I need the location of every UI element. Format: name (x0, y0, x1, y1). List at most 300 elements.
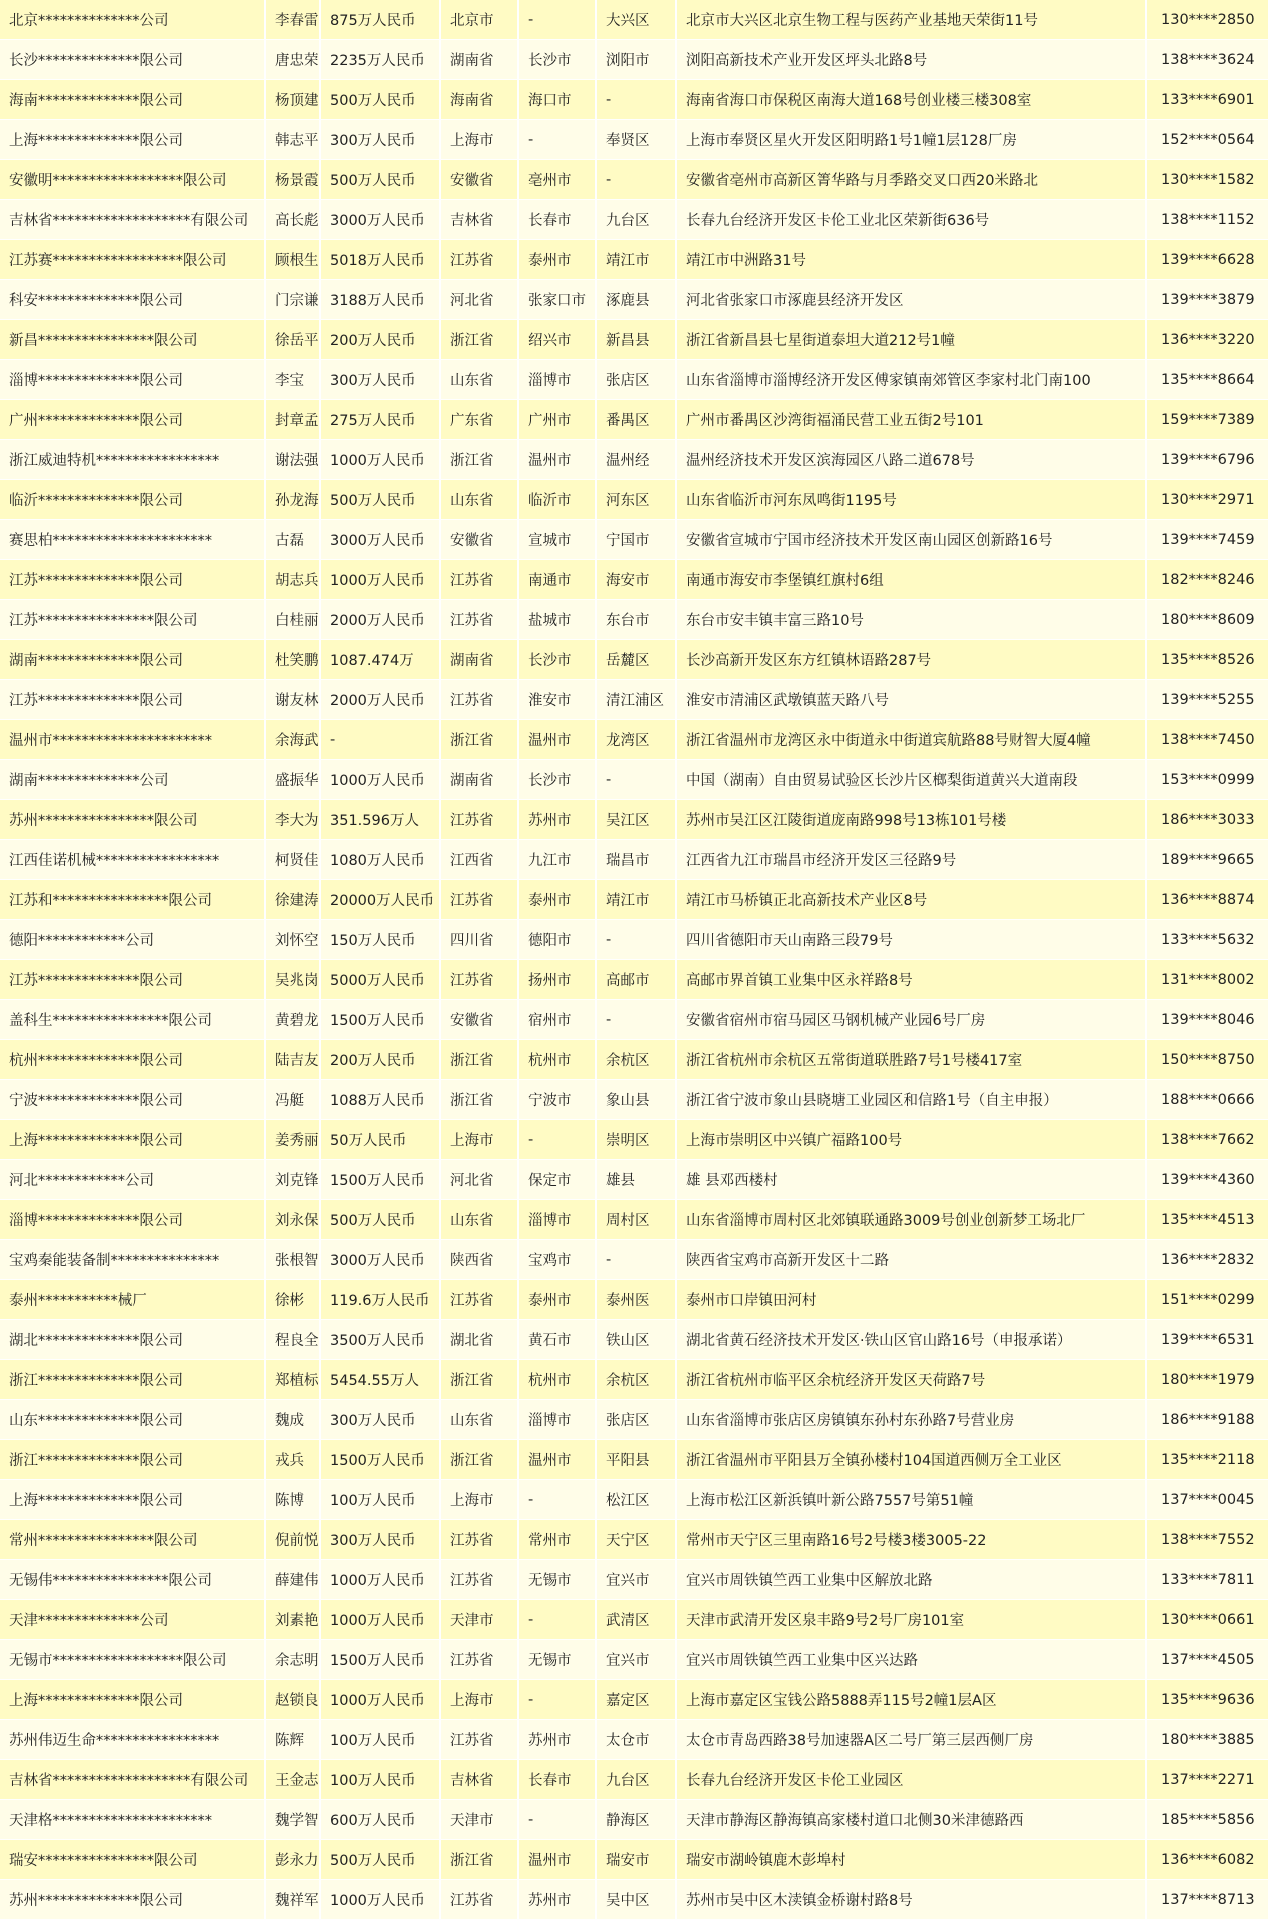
province-cell: 浙江省 (441, 440, 519, 480)
company-cell: 江苏**************限公司 (0, 680, 266, 720)
city-cell: - (519, 1480, 597, 1520)
city-cell: 杭州市 (519, 1360, 597, 1400)
district-cell: - (597, 920, 677, 960)
city-cell: 温州市 (519, 440, 597, 480)
capital-cell: 3188万人民币 (321, 280, 441, 320)
phone-cell: 159****7389 (1147, 400, 1270, 440)
district-cell: 宁国市 (597, 520, 677, 560)
province-cell: 浙江省 (441, 720, 519, 760)
phone-cell: 130****2850 (1147, 0, 1270, 40)
address-cell: 常州市天宁区三里南路16号2号楼3楼3005-22 (677, 1520, 1147, 1560)
contact-cell: 余志明 (266, 1640, 321, 1680)
contact-cell: 徐建涛 (266, 880, 321, 920)
table-row (0, 320, 1270, 360)
contact-cell: 倪前悦 (266, 1520, 321, 1560)
table-row (0, 1160, 1270, 1200)
phone-cell: 180****3885 (1147, 1720, 1270, 1760)
phone-cell: 139****6531 (1147, 1320, 1270, 1360)
address-cell: 浙江省温州市龙湾区永中街道永中街道宾航路88号财智大厦4幢 (677, 720, 1147, 760)
capital-cell: 1088万人民币 (321, 1080, 441, 1120)
address-cell: 靖江市中洲路31号 (677, 240, 1147, 280)
address-cell: 雄 县邓西楼村 (677, 1160, 1147, 1200)
company-cell: 安徽明******************限公司 (0, 160, 266, 200)
province-cell: 浙江省 (441, 1440, 519, 1480)
province-cell: 山东省 (441, 480, 519, 520)
contact-cell: 姜秀丽 (266, 1120, 321, 1160)
province-cell: 山东省 (441, 1200, 519, 1240)
address-cell: 浙江省温州市平阳县万全镇孙楼村104国道西侧万全工业区 (677, 1440, 1147, 1480)
capital-cell: 1080万人民币 (321, 840, 441, 880)
address-cell: 南通市海安市李堡镇红旗村6组 (677, 560, 1147, 600)
phone-cell: 138****7662 (1147, 1120, 1270, 1160)
province-cell: 浙江省 (441, 1040, 519, 1080)
district-cell: 靖江市 (597, 240, 677, 280)
capital-cell: 1000万人民币 (321, 760, 441, 800)
table-row (0, 1360, 1270, 1400)
table-row (0, 120, 1270, 160)
district-cell: 番禺区 (597, 400, 677, 440)
company-cell: 赛思柏********************** (0, 520, 266, 560)
district-cell: 余杭区 (597, 1040, 677, 1080)
contact-cell: 魏学智 (266, 1800, 321, 1840)
city-cell: - (519, 120, 597, 160)
contact-cell: 余海武 (266, 720, 321, 760)
contact-cell: 徐岳平 (266, 320, 321, 360)
address-cell: 长春九台经济开发区卡伦工业北区荣新街636号 (677, 200, 1147, 240)
capital-cell: 3500万人民币 (321, 1320, 441, 1360)
phone-cell: 130****1582 (1147, 160, 1270, 200)
district-cell: 河东区 (597, 480, 677, 520)
contact-cell: 高长彪 (266, 200, 321, 240)
city-cell: 常州市 (519, 1520, 597, 1560)
phone-cell: 133****6901 (1147, 80, 1270, 120)
province-cell: 江苏省 (441, 1880, 519, 1920)
city-cell: 广州市 (519, 400, 597, 440)
table-row (0, 40, 1270, 80)
phone-cell: 150****8750 (1147, 1040, 1270, 1080)
city-cell: - (519, 1600, 597, 1640)
company-cell: 北京**************公司 (0, 0, 266, 40)
company-cell: 无锡伟****************限公司 (0, 1560, 266, 1600)
city-cell: 泰州市 (519, 1280, 597, 1320)
province-cell: 上海市 (441, 120, 519, 160)
capital-cell: 1000万人民币 (321, 1560, 441, 1600)
contact-cell: 谢友林 (266, 680, 321, 720)
phone-cell: 130****2971 (1147, 480, 1270, 520)
contact-cell: 顾根生 (266, 240, 321, 280)
contact-cell: 刘克锋 (266, 1160, 321, 1200)
city-cell: 温州市 (519, 720, 597, 760)
capital-cell: 3000万人民币 (321, 1240, 441, 1280)
contact-cell: 胡志兵 (266, 560, 321, 600)
district-cell: 海安市 (597, 560, 677, 600)
capital-cell: 300万人民币 (321, 1400, 441, 1440)
district-cell: 奉贤区 (597, 120, 677, 160)
province-cell: 安徽省 (441, 520, 519, 560)
company-cell: 河北************公司 (0, 1160, 266, 1200)
capital-cell: 3000万人民币 (321, 200, 441, 240)
address-cell: 浏阳高新技术产业开发区坪头北路8号 (677, 40, 1147, 80)
city-cell: - (519, 1120, 597, 1160)
province-cell: 上海市 (441, 1680, 519, 1720)
address-cell: 上海市奉贤区星火开发区阳明路1号1幢1层128厂房 (677, 120, 1147, 160)
capital-cell: 3000万人民币 (321, 520, 441, 560)
province-cell: 广东省 (441, 400, 519, 440)
phone-cell: 138****1152 (1147, 200, 1270, 240)
province-cell: 海南省 (441, 80, 519, 120)
table-row (0, 560, 1270, 600)
address-cell: 广州市番禺区沙湾街福涌民营工业五街2号101 (677, 400, 1147, 440)
capital-cell: 5454.55万人 (321, 1360, 441, 1400)
city-cell: 淄博市 (519, 360, 597, 400)
city-cell: 临沂市 (519, 480, 597, 520)
district-cell: 宜兴市 (597, 1640, 677, 1680)
district-cell: 新昌县 (597, 320, 677, 360)
capital-cell: 500万人民币 (321, 1840, 441, 1880)
capital-cell: 100万人民币 (321, 1480, 441, 1520)
contact-cell: 谢法强 (266, 440, 321, 480)
company-cell: 常州****************限公司 (0, 1520, 266, 1560)
company-cell: 淄博**************限公司 (0, 360, 266, 400)
city-cell: 温州市 (519, 1440, 597, 1480)
district-cell: 清江浦区 (597, 680, 677, 720)
contact-cell: 刘怀空 (266, 920, 321, 960)
address-cell: 浙江省宁波市象山县晓塘工业园区和信路1号（自主申报） (677, 1080, 1147, 1120)
capital-cell: 200万人民币 (321, 1040, 441, 1080)
city-cell: - (519, 1680, 597, 1720)
city-cell: 长春市 (519, 1760, 597, 1800)
table-row (0, 480, 1270, 520)
company-cell: 温州市********************** (0, 720, 266, 760)
phone-cell: 135****4513 (1147, 1200, 1270, 1240)
table-row (0, 1760, 1270, 1800)
contact-cell: 古磊 (266, 520, 321, 560)
province-cell: 吉林省 (441, 200, 519, 240)
company-cell: 上海**************限公司 (0, 1120, 266, 1160)
capital-cell: 500万人民币 (321, 160, 441, 200)
capital-cell: 600万人民币 (321, 1800, 441, 1840)
province-cell: 安徽省 (441, 1000, 519, 1040)
district-cell: 平阳县 (597, 1440, 677, 1480)
city-cell: 杭州市 (519, 1040, 597, 1080)
city-cell: 无锡市 (519, 1560, 597, 1600)
address-cell: 四川省德阳市天山南路三段79号 (677, 920, 1147, 960)
phone-cell: 186****9188 (1147, 1400, 1270, 1440)
capital-cell: 2000万人民币 (321, 600, 441, 640)
table-row (0, 1720, 1270, 1760)
province-cell: 山东省 (441, 1400, 519, 1440)
capital-cell: 300万人民币 (321, 1520, 441, 1560)
table-row (0, 1280, 1270, 1320)
capital-cell: 500万人民币 (321, 480, 441, 520)
company-cell: 苏州伟迈生命***************** (0, 1720, 266, 1760)
company-cell: 湖南**************公司 (0, 760, 266, 800)
table-row (0, 760, 1270, 800)
capital-cell: 875万人民币 (321, 0, 441, 40)
district-cell: - (597, 1000, 677, 1040)
address-cell: 天津市武清开发区泉丰路9号2号厂房101室 (677, 1600, 1147, 1640)
district-cell: - (597, 160, 677, 200)
contact-cell: 柯贤佳 (266, 840, 321, 880)
address-cell: 温州经济技术开发区滨海园区八路二道678号 (677, 440, 1147, 480)
phone-cell: 139****8046 (1147, 1000, 1270, 1040)
company-cell: 盖科生****************限公司 (0, 1000, 266, 1040)
province-cell: 江苏省 (441, 1280, 519, 1320)
address-cell: 淮安市清浦区武墩镇蓝天路八号 (677, 680, 1147, 720)
company-cell: 江苏****************限公司 (0, 600, 266, 640)
city-cell: 长沙市 (519, 640, 597, 680)
district-cell: 吴中区 (597, 1880, 677, 1920)
contact-cell: 郑植标 (266, 1360, 321, 1400)
city-cell: 南通市 (519, 560, 597, 600)
phone-cell: 138****7450 (1147, 720, 1270, 760)
district-cell: 温州经 (597, 440, 677, 480)
contact-cell: 陈博 (266, 1480, 321, 1520)
contact-cell: 刘素艳 (266, 1600, 321, 1640)
address-cell: 高邮市界首镇工业集中区永祥路8号 (677, 960, 1147, 1000)
contact-cell: 门宗谦 (266, 280, 321, 320)
province-cell: 江苏省 (441, 1520, 519, 1560)
province-cell: 上海市 (441, 1120, 519, 1160)
company-cell: 淄博**************限公司 (0, 1200, 266, 1240)
address-cell: 宜兴市周铁镇竺西工业集中区解放北路 (677, 1560, 1147, 1600)
capital-cell: 20000万人民币 (321, 880, 441, 920)
district-cell: 张店区 (597, 360, 677, 400)
table-row (0, 600, 1270, 640)
city-cell: 宝鸡市 (519, 1240, 597, 1280)
province-cell: 浙江省 (441, 320, 519, 360)
city-cell: 黄石市 (519, 1320, 597, 1360)
province-cell: 江苏省 (441, 800, 519, 840)
company-cell: 长沙**************限公司 (0, 40, 266, 80)
district-cell: - (597, 80, 677, 120)
address-cell: 上海市松江区新浜镇叶新公路7557号第51幢 (677, 1480, 1147, 1520)
table-row (0, 1440, 1270, 1480)
capital-cell: 119.6万人民币 (321, 1280, 441, 1320)
district-cell: 九台区 (597, 200, 677, 240)
contact-cell: 彭永力 (266, 1840, 321, 1880)
district-cell: 天宁区 (597, 1520, 677, 1560)
contact-cell: 徐彬 (266, 1280, 321, 1320)
phone-cell: 136****6082 (1147, 1840, 1270, 1880)
city-cell: - (519, 1800, 597, 1840)
capital-cell: 1000万人民币 (321, 560, 441, 600)
address-cell: 长沙高新开发区东方红镇林语路287号 (677, 640, 1147, 680)
province-cell: 湖南省 (441, 640, 519, 680)
address-cell: 安徽省宣城市宁国市经济技术开发区南山园区创新路16号 (677, 520, 1147, 560)
company-cell: 瑞安****************限公司 (0, 1840, 266, 1880)
capital-cell: 1000万人民币 (321, 1600, 441, 1640)
province-cell: 吉林省 (441, 1760, 519, 1800)
phone-cell: 186****3033 (1147, 800, 1270, 840)
table-row (0, 1640, 1270, 1680)
province-cell: 山东省 (441, 360, 519, 400)
table-row (0, 1480, 1270, 1520)
contact-cell: 李宝 (266, 360, 321, 400)
contact-cell: 白桂丽 (266, 600, 321, 640)
province-cell: 天津市 (441, 1800, 519, 1840)
district-cell: 铁山区 (597, 1320, 677, 1360)
table-row (0, 1880, 1270, 1920)
province-cell: 江苏省 (441, 600, 519, 640)
city-cell: 扬州市 (519, 960, 597, 1000)
company-cell: 吉林省*******************有限公司 (0, 1760, 266, 1800)
address-cell: 宜兴市周铁镇竺西工业集中区兴达路 (677, 1640, 1147, 1680)
company-cell: 泰州***********械厂 (0, 1280, 266, 1320)
company-cell: 苏州****************限公司 (0, 800, 266, 840)
phone-cell: 133****5632 (1147, 920, 1270, 960)
capital-cell: 5000万人民币 (321, 960, 441, 1000)
company-cell: 杭州**************限公司 (0, 1040, 266, 1080)
district-cell: 瑞安市 (597, 1840, 677, 1880)
province-cell: 上海市 (441, 1480, 519, 1520)
address-cell: 苏州市吴江区江陵街道庞南路998号13栋101号楼 (677, 800, 1147, 840)
phone-cell: 139****6628 (1147, 240, 1270, 280)
phone-cell: 180****1979 (1147, 1360, 1270, 1400)
capital-cell: 1000万人民币 (321, 1680, 441, 1720)
table-row (0, 1800, 1270, 1840)
address-cell: 泰州市口岸镇田河村 (677, 1280, 1147, 1320)
city-cell: 长沙市 (519, 40, 597, 80)
company-cell: 宁波**************限公司 (0, 1080, 266, 1120)
district-cell: 龙湾区 (597, 720, 677, 760)
table-row (0, 960, 1270, 1000)
province-cell: 河北省 (441, 1160, 519, 1200)
city-cell: 保定市 (519, 1160, 597, 1200)
company-cell: 浙江**************限公司 (0, 1360, 266, 1400)
province-cell: 陕西省 (441, 1240, 519, 1280)
contact-cell: 王金志 (266, 1760, 321, 1800)
company-cell: 江苏和****************限公司 (0, 880, 266, 920)
address-cell: 湖北省黄石经济技术开发区·铁山区官山路16号（申报承诺） (677, 1320, 1147, 1360)
district-cell: 浏阳市 (597, 40, 677, 80)
district-cell: 松江区 (597, 1480, 677, 1520)
phone-cell: 133****7811 (1147, 1560, 1270, 1600)
table-row (0, 1240, 1270, 1280)
company-cell: 湖南**************限公司 (0, 640, 266, 680)
phone-cell: 135****2118 (1147, 1440, 1270, 1480)
address-cell: 江西省九江市瑞昌市经济开发区三径路9号 (677, 840, 1147, 880)
address-cell: 靖江市马桥镇正北高新技术产业区8号 (677, 880, 1147, 920)
address-cell: 上海市崇明区中兴镇广福路100号 (677, 1120, 1147, 1160)
district-cell: 大兴区 (597, 0, 677, 40)
company-cell: 湖北**************限公司 (0, 1320, 266, 1360)
city-cell: 宁波市 (519, 1080, 597, 1120)
city-cell: 泰州市 (519, 240, 597, 280)
district-cell: - (597, 1240, 677, 1280)
table-row (0, 160, 1270, 200)
address-cell: 上海市嘉定区宝钱公路5888弄115号2幢1层A区 (677, 1680, 1147, 1720)
phone-cell: 188****0666 (1147, 1080, 1270, 1120)
company-cell: 天津格********************** (0, 1800, 266, 1840)
district-cell: - (597, 760, 677, 800)
company-cell: 上海**************限公司 (0, 120, 266, 160)
phone-cell: 139****7459 (1147, 520, 1270, 560)
district-cell: 周村区 (597, 1200, 677, 1240)
contact-cell: 魏成 (266, 1400, 321, 1440)
city-cell: 苏州市 (519, 1880, 597, 1920)
address-cell: 山东省淄博市淄博经济开发区傅家镇南郊管区李家村北门南100 (677, 360, 1147, 400)
district-cell: 吴江区 (597, 800, 677, 840)
company-cell: 江苏**************限公司 (0, 560, 266, 600)
district-cell: 静海区 (597, 1800, 677, 1840)
company-cell: 上海**************限公司 (0, 1680, 266, 1720)
contact-cell: 薛建伟 (266, 1560, 321, 1600)
district-cell: 高邮市 (597, 960, 677, 1000)
contact-cell: 刘永保 (266, 1200, 321, 1240)
company-cell: 吉林省*******************有限公司 (0, 200, 266, 240)
contact-cell: 孙龙海 (266, 480, 321, 520)
city-cell: 宿州市 (519, 1000, 597, 1040)
province-cell: 浙江省 (441, 1360, 519, 1400)
phone-cell: 137****2271 (1147, 1760, 1270, 1800)
district-cell: 雄县 (597, 1160, 677, 1200)
company-cell: 江苏**************限公司 (0, 960, 266, 1000)
capital-cell: 1087.474万 (321, 640, 441, 680)
phone-cell: 185****5856 (1147, 1800, 1270, 1840)
phone-cell: 136****8874 (1147, 880, 1270, 920)
capital-cell: 300万人民币 (321, 120, 441, 160)
capital-cell: 5018万人民币 (321, 240, 441, 280)
table-row (0, 1320, 1270, 1360)
district-cell: 张店区 (597, 1400, 677, 1440)
phone-cell: 136****3220 (1147, 320, 1270, 360)
table-row (0, 800, 1270, 840)
address-cell: 陕西省宝鸡市高新开发区十二路 (677, 1240, 1147, 1280)
capital-cell: 1000万人民币 (321, 1880, 441, 1920)
capital-cell: 500万人民币 (321, 1200, 441, 1240)
address-cell: 浙江省新昌县七星街道泰坦大道212号1幢 (677, 320, 1147, 360)
company-cell: 宝鸡秦能装备制*************** (0, 1240, 266, 1280)
capital-cell: 50万人民币 (321, 1120, 441, 1160)
address-cell: 瑞安市湖岭镇鹿木彭埠村 (677, 1840, 1147, 1880)
capital-cell: 100万人民币 (321, 1720, 441, 1760)
company-cell: 上海**************限公司 (0, 1480, 266, 1520)
table-row (0, 1680, 1270, 1720)
province-cell: 浙江省 (441, 1840, 519, 1880)
table-row (0, 440, 1270, 480)
table-row (0, 1400, 1270, 1440)
district-cell: 岳麓区 (597, 640, 677, 680)
district-cell: 涿鹿县 (597, 280, 677, 320)
contact-cell: 戎兵 (266, 1440, 321, 1480)
province-cell: 河北省 (441, 280, 519, 320)
city-cell: 无锡市 (519, 1640, 597, 1680)
province-cell: 湖北省 (441, 1320, 519, 1360)
table-row (0, 1200, 1270, 1240)
address-cell: 浙江省杭州市余杭区五常街道联胜路7号1号楼417室 (677, 1040, 1147, 1080)
city-cell: 张家口市 (519, 280, 597, 320)
table-row (0, 280, 1270, 320)
table-row (0, 360, 1270, 400)
district-cell: 嘉定区 (597, 1680, 677, 1720)
table-row (0, 720, 1270, 760)
capital-cell: 100万人民币 (321, 1760, 441, 1800)
capital-cell: 351.596万人 (321, 800, 441, 840)
city-cell: 泰州市 (519, 880, 597, 920)
province-cell: 江西省 (441, 840, 519, 880)
address-cell: 山东省淄博市周村区北郊镇联通路3009号创业创新梦工场北厂 (677, 1200, 1147, 1240)
address-cell: 北京市大兴区北京生物工程与医药产业基地天荣街11号 (677, 0, 1147, 40)
company-cell: 广州**************限公司 (0, 400, 266, 440)
capital-cell: 1500万人民币 (321, 1640, 441, 1680)
company-cell: 无锡市******************限公司 (0, 1640, 266, 1680)
address-cell: 山东省临沂市河东凤鸣街1195号 (677, 480, 1147, 520)
contact-cell: 黄碧龙 (266, 1000, 321, 1040)
district-cell: 瑞昌市 (597, 840, 677, 880)
phone-cell: 139****4360 (1147, 1160, 1270, 1200)
city-cell: 温州市 (519, 1840, 597, 1880)
